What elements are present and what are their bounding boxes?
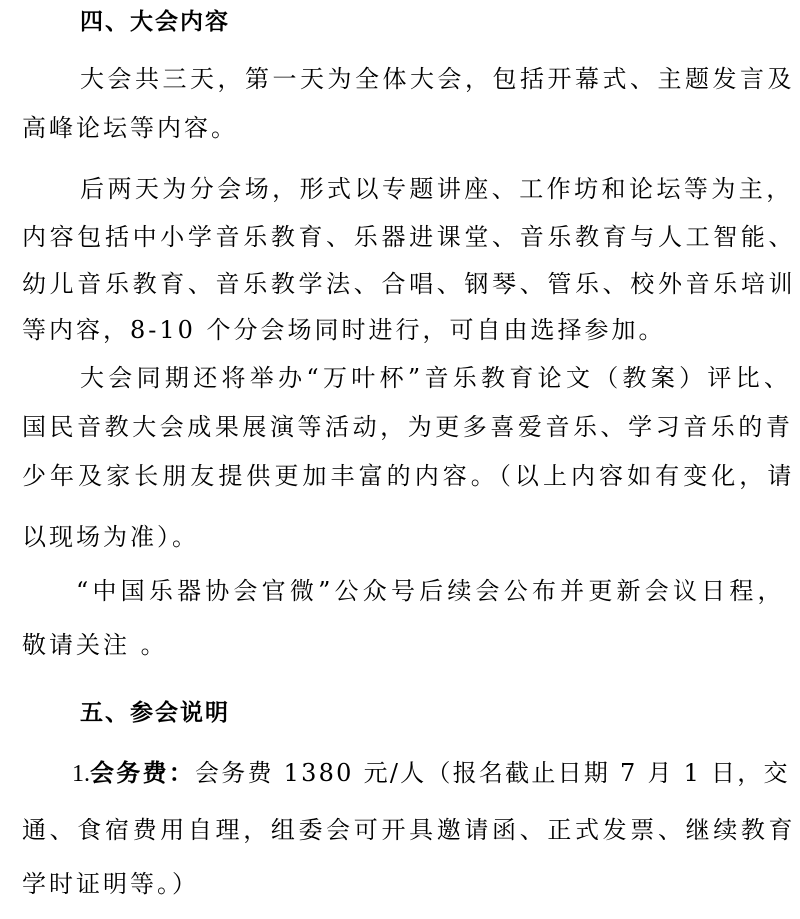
paragraph-2-line-1: 后两天为分会场，形式以专题讲座、工作坊和论坛等为主，: [80, 175, 794, 203]
paragraph-1-line-1: 大会共三天，第一天为全体大会，包括开幕式、主题发言及: [80, 65, 795, 93]
paragraph-4-line-2: 敬请关注 。: [22, 631, 168, 659]
item-1-label: 会务费：: [90, 759, 195, 787]
item-1-line-3: 学时证明等。）: [22, 870, 199, 898]
section-4-heading: 四、大会内容: [80, 9, 230, 35]
section-5-heading: 五、参会说明: [80, 700, 230, 726]
paragraph-3-line-4: 以现场为准）。: [22, 523, 199, 551]
item-1-line-1: [72, 757, 796, 790]
paragraph-3-line-2: 国民音教大会成果展演等活动，为更多喜爱音乐、学习音乐的青: [22, 413, 794, 441]
paragraph-3-line-3: 少年及家长朋友提供更加丰富的内容。（以上内容如有变化，请: [22, 462, 796, 490]
paragraph-2-line-3: 幼儿音乐教育、音乐教学法、合唱、钢琴、管乐、校外音乐培训: [22, 270, 797, 298]
item-1-number: 1.: [72, 761, 90, 787]
paragraph-2-line-2: 内容包括中小学音乐教育、乐器进课堂、音乐教育与人工智能、: [22, 223, 797, 251]
paragraph-1-line-2: 高峰论坛等内容。: [22, 114, 238, 142]
paragraph-2-line-4: 等内容，8-10 个分会场同时进行，可自由选择参加。: [22, 316, 666, 344]
paragraph-3-line-1: 大会同期还将举办“万叶杯”音乐教育论文（教案）评比、: [80, 364, 793, 392]
item-1-line-2: 通、食宿费用自理，组委会可开具邀请函、正式发票、继续教育: [22, 816, 797, 844]
paragraph-4-line-1: “中国乐器协会官微”公众号后续会公布并更新会议日程，: [76, 577, 786, 605]
item-1-line-1-text: 会务费 1380 元/人（报名截止日期 7 月 1 日，交: [195, 759, 790, 787]
